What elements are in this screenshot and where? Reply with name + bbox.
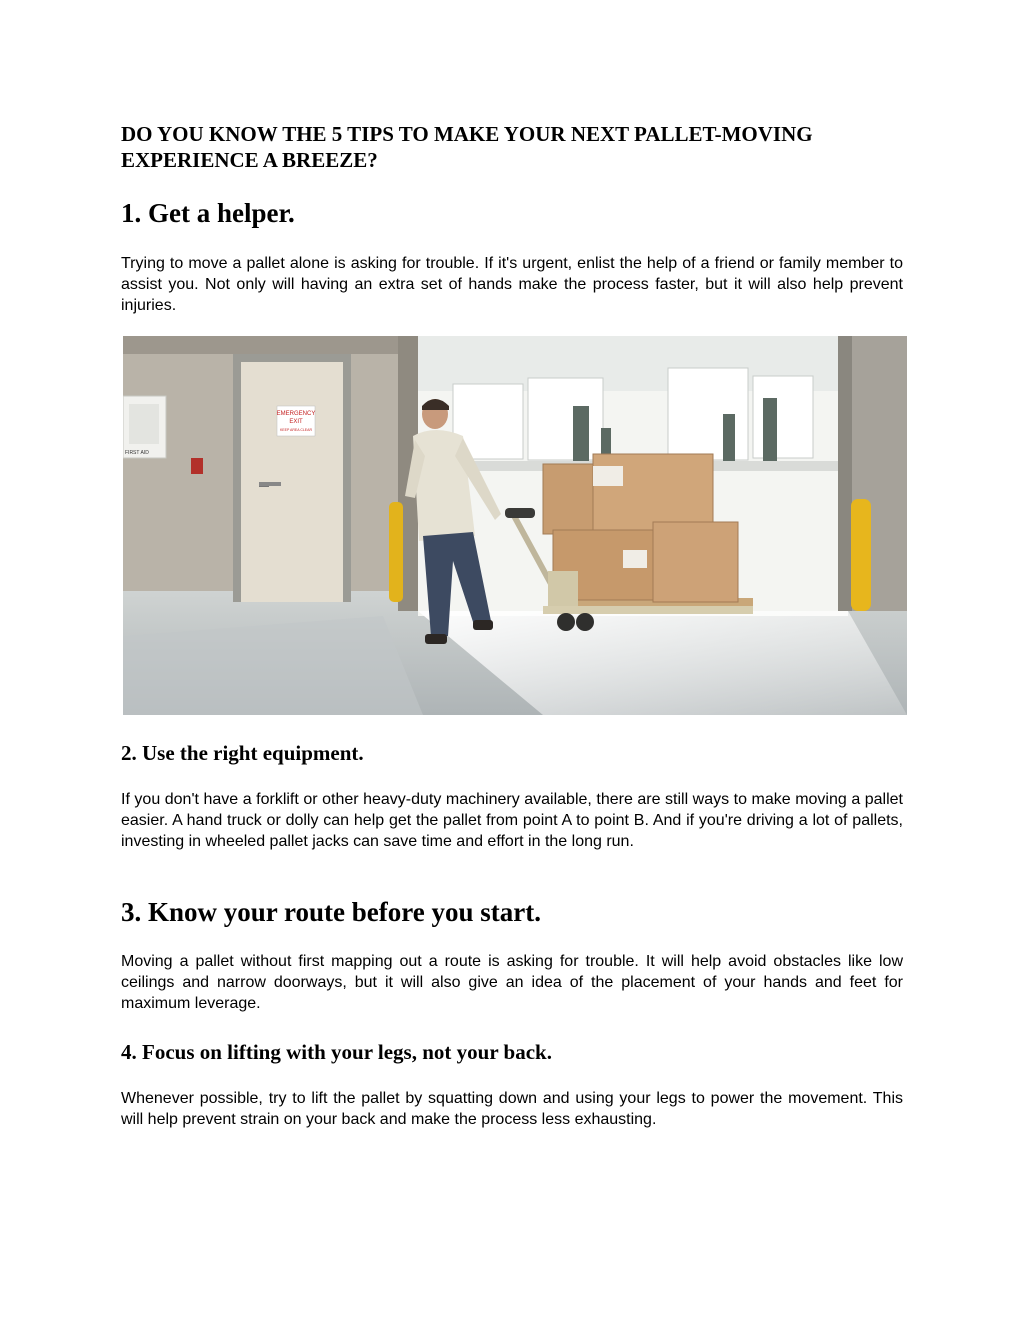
sign-text-3: KEEP AREA CLEAR xyxy=(279,428,313,432)
sign-text-1: EMERGENCY xyxy=(276,411,316,417)
section-4-heading: 4. Focus on lifting with your legs, not your back. xyxy=(121,1040,552,1064)
section-2-heading: 2. Use the right equipment. xyxy=(121,741,364,765)
section-2-body: If you don't have a forklift or other heavy-duty machinery available, there are still ways to make moving a pallet easier. A hand truck or dolly can help get the pallet from point A to point B. And if you're driving a lot of pallets, investing in wheeled pallet jacks can save time and effort in the long run. xyxy=(121,791,903,850)
section-3-body: Moving a pallet without first mapping out a route is asking for trouble. It will help avoid obstacles like low ceilings and narrow doorways, but it will also give an idea of the placement of your hands and feet for maximum leverage. xyxy=(121,953,903,1012)
sign-text-2: EXIT xyxy=(289,419,303,425)
section-1-body: Trying to move a pallet alone is asking for trouble. If it's urgent, enlist the help of a friend or family member to assist you. Not only will having an extra set of hands make the process faster, but it will also help prevent injuries. xyxy=(121,255,903,314)
section-1-heading: 1. Get a helper. xyxy=(121,198,295,228)
panel-text: FIRST AID xyxy=(125,450,149,456)
section-4-body: Whenever possible, try to lift the pallet by squatting down and using your legs to power the movement. This will help prevent strain on your back and make the process less exhausting. xyxy=(121,1090,903,1128)
document-title: DO YOU KNOW THE 5 TIPS TO MAKE YOUR NEXT PALLET-MOVING EXPERIENCE A BREEZE? xyxy=(121,122,813,172)
warehouse-photo xyxy=(123,336,907,715)
section-3-heading: 3. Know your route before you start. xyxy=(121,897,541,927)
